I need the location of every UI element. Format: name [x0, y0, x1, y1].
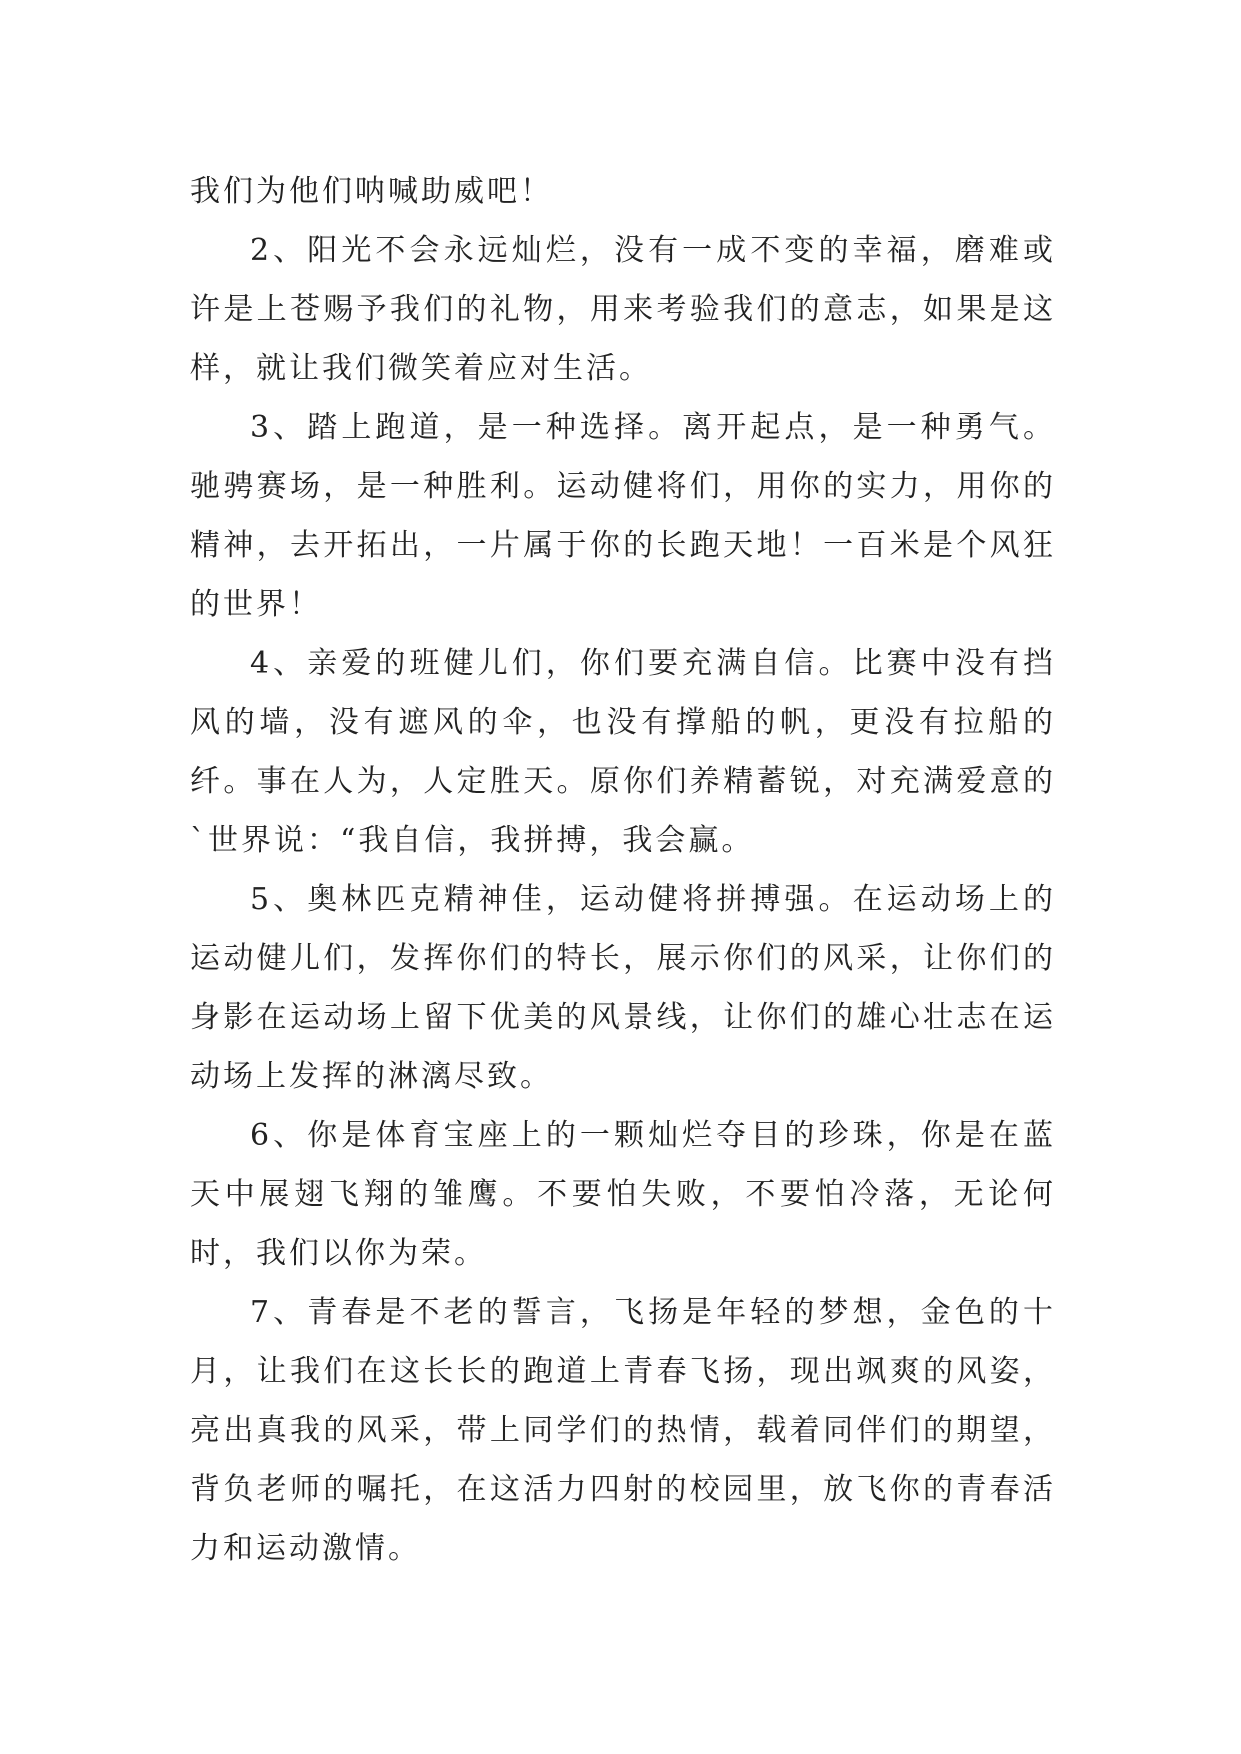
paragraph-3: 3、踏上跑道，是一种选择。离开起点，是一种勇气。驰骋赛场，是一种胜利。运动健将们，用你的实力，用你的精神，去开拓出，一片属于你的长跑天地！一百米是个风狂的世界！: [190, 410, 1056, 622]
document-page: [190, 162, 1056, 1578]
paragraph-5: 5、奥林匹克精神佳，运动健将拼搏强。在运动场上的运动健儿们，发挥你们的特长，展示你们的风采，让你们的身影在运动场上留下优美的风景线，让你们的雄心壮志在运动场上发挥的淋漓尽致。: [190, 882, 1056, 1094]
paragraph-4: 4、亲爱的班健儿们，你们要充满自信。比赛中没有挡风的墙，没有遮风的伞，也没有撑船的帆，更没有拉船的纤。事在人为，人定胜天。原你们养精蓄锐，对充满爱意的`世界说：“我自信，我拼搏，我会赢。: [190, 646, 1056, 858]
paragraph-6: 6、你是体育宝座上的一颗灿烂夺目的珍珠，你是在蓝天中展翅飞翔的雏鹰。不要怕失败，不要怕冷落，无论何时，我们以你为荣。: [190, 1118, 1056, 1271]
paragraph-continuation: 我们为他们呐喊助威吧！: [190, 174, 553, 209]
paragraph-7: 7、青春是不老的誓言，飞扬是年轻的梦想，金色的十月，让我们在这长长的跑道上青春飞扬，现出飒爽的风姿，亮出真我的风采，带上同学们的热情，载着同伴们的期望，背负老师的嘱托，在这活力四射的校园里，放飞你的青春活力和运动激情。: [190, 1295, 1056, 1566]
paragraph-2: 2、阳光不会永远灿烂，没有一成不变的幸福，磨难或许是上苍赐予我们的礼物，用来考验我们的意志，如果是这样，就让我们微笑着应对生活。: [190, 233, 1056, 386]
